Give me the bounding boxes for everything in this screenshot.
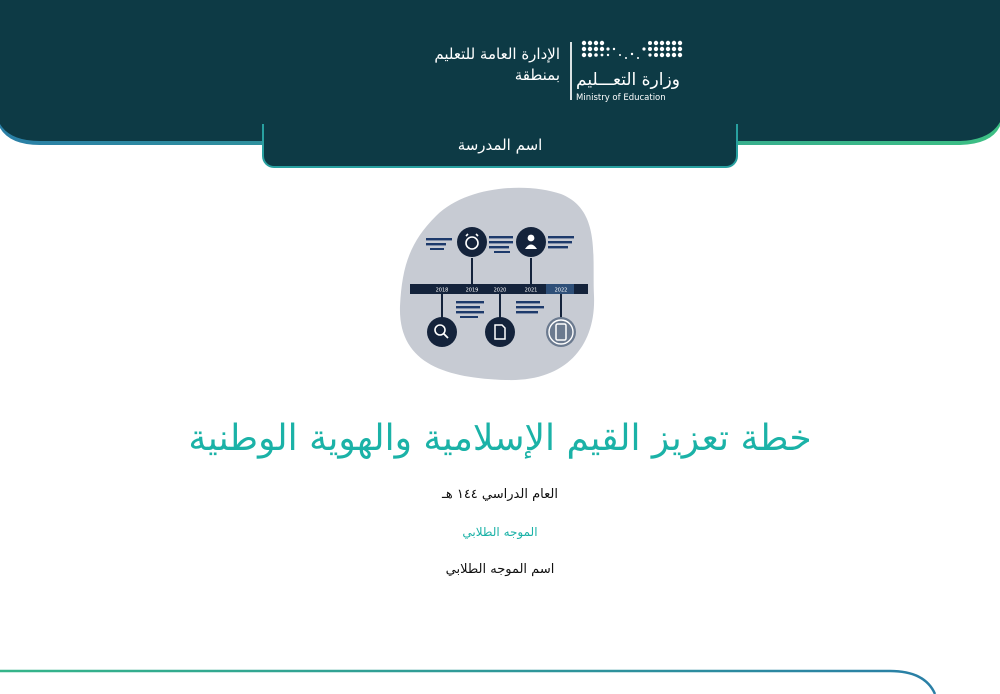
search-icon (427, 317, 457, 347)
year-label: 2022 (554, 287, 568, 294)
org-title-line-1: الإدارة العامة للتعليم (434, 45, 560, 63)
academic-year: العام الدراسي ١٤٤ هـ (442, 487, 558, 502)
timeline-illustration (396, 186, 606, 382)
logo-dots-icon (576, 38, 706, 68)
document-icon (485, 317, 515, 347)
counselor-label: الموجه الطلابي (462, 525, 538, 539)
user-icon (516, 227, 546, 257)
ministry-logo (576, 38, 706, 108)
footer-divider (0, 660, 1000, 694)
mobile-phone-icon (546, 317, 576, 347)
year-label: 2021 (524, 287, 538, 294)
header-divider (570, 42, 572, 100)
organization-title (380, 44, 560, 86)
logo-text-english: Ministry of Education (576, 93, 666, 103)
school-name: اسم المدرسة (457, 136, 543, 154)
school-name-tab (262, 124, 738, 168)
counselor-name: اسم الموجه الطلابي (445, 562, 555, 577)
year-label: 2019 (465, 287, 479, 294)
logo-text-arabic: وزارة التعـــليم (576, 70, 680, 90)
plan-title: خطة تعزيز القيم الإسلامية والهوية الوطنية (188, 418, 812, 459)
year-label: 2020 (493, 287, 507, 294)
org-title-line-2: بمنطقة (514, 66, 560, 84)
alarm-clock-icon (457, 227, 487, 257)
year-label: 2018 (435, 287, 449, 294)
